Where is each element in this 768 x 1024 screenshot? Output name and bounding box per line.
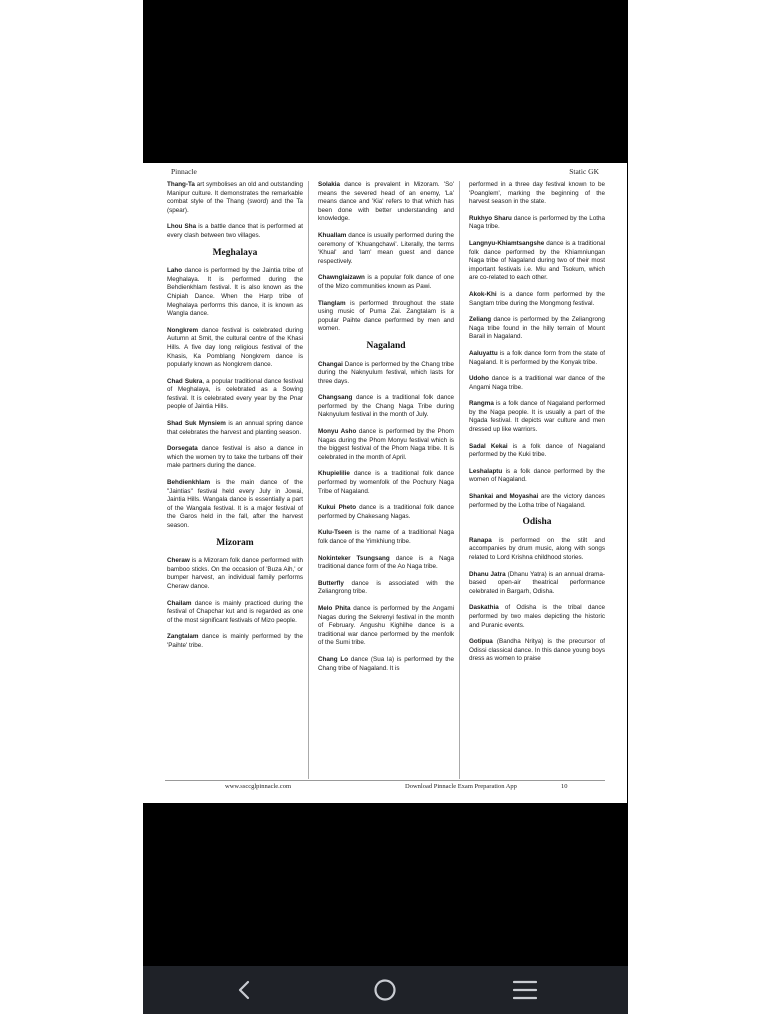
paragraph-text: (Bandha Nritya) is the precursor of Odissi classical dance. In this dance young boys dress as women to praise xyxy=(469,638,605,663)
column-2 xyxy=(318,181,454,777)
term: Dhanu Jatra xyxy=(469,570,506,578)
term: Lhou Sha xyxy=(167,223,197,231)
term: Kukui Pheto xyxy=(318,504,357,512)
term: Chawnglaizawn xyxy=(318,274,365,282)
paragraph-text: dance festival is celebrated during Autumn at Smit, the cultural centre of the Khasi Hills. A five day long religious festival of the Khasis, Ka Pomblang Nongkrem dance is popularly known as Nongkrem dance. xyxy=(167,326,303,369)
paragraph-text: is a popular folk dance of one of the Mizo communities known as Pawi. xyxy=(318,274,454,290)
paragraph xyxy=(469,400,605,434)
term: Butterfly xyxy=(318,579,344,587)
section-heading: Odisha xyxy=(522,517,552,528)
paragraph xyxy=(469,443,605,460)
paragraph-text: is a dance form performed by the Sangtam tribe during the Mongmong festival. xyxy=(469,290,605,307)
paragraph xyxy=(318,504,454,521)
term: Aaluyattu xyxy=(469,349,498,357)
term: Langnyu-Khiamtsangshe xyxy=(469,239,545,247)
paragraph-text: art symbolises an old and outstanding Manipur culture. It demonstrates the remarkable combat style of the Thang (sword) and the Ta (spear). xyxy=(167,181,303,214)
column-divider xyxy=(459,181,460,779)
term: Laho xyxy=(167,267,183,275)
chevron-left-icon xyxy=(234,979,256,1001)
paragraph xyxy=(318,394,454,420)
paragraph xyxy=(469,215,605,232)
footer-rule xyxy=(165,780,605,781)
paragraph xyxy=(318,555,454,572)
paragraph-text: dance is a traditional war dance of the Angami Naga tribe. xyxy=(469,375,605,391)
term: Leshalaptu xyxy=(469,467,503,475)
home-button[interactable] xyxy=(365,974,405,1006)
term: Gotipua xyxy=(469,638,493,646)
header-left: Pinnacle xyxy=(171,167,197,176)
paragraph xyxy=(469,316,605,342)
term: Shankai and Moyashai xyxy=(469,493,539,501)
paragraph xyxy=(167,181,303,215)
paragraph xyxy=(469,468,605,485)
paragraph xyxy=(318,181,454,224)
paragraph-text: dance is usually performed during the ceremony of 'Khuangchawi'. Literally, the terms 'Khual' and 'lam' mean guest and dance respectively. xyxy=(318,231,454,265)
paragraph-text: is a battle dance that is performed at every clash between two villages. xyxy=(167,223,303,239)
paragraph-text: dance is a traditional folk dance performed by the Chang Naga Tribe during Naknyulum festival in the month of July. xyxy=(318,394,454,419)
paragraph-text: is a folk dance performed by the women of Nagaland. xyxy=(469,467,605,484)
column-1 xyxy=(167,181,303,777)
term: Ranapa xyxy=(469,536,492,544)
term: Khupielilie xyxy=(318,470,350,478)
term: Udoho xyxy=(469,375,489,383)
menu-lines-icon xyxy=(513,979,537,1001)
paragraph-text: dance is performed by the Angami Nagas during the Sekrenyi festival in the month of February. Angushu Kighilhe dance is a traditional war dance performed by the menfolk of the Sumi tribe. xyxy=(318,604,454,647)
term: Khuallam xyxy=(318,231,347,239)
paragraph-text: is a folk dance of Nagaland performed by the Naga people. It is usually a part of the Ngada festival. It depicts war culture and men dressed up like warriors. xyxy=(469,400,605,434)
document-viewer xyxy=(143,0,628,1014)
term: Kulu-Tseen xyxy=(318,529,352,537)
footer-app-promo: Download Pinnacle Exam Preparation App xyxy=(405,783,517,790)
paragraph-text: is the name of a traditional Naga folk dance of the Yimkhiung tribe. xyxy=(318,529,454,545)
paragraph xyxy=(469,638,605,664)
paragraph xyxy=(318,232,454,266)
paragraph-text: is an annual spring dance that celebrates the harvest and planting season. xyxy=(167,420,303,436)
paragraph xyxy=(167,420,303,437)
term: Dorsegata xyxy=(167,445,198,453)
paragraph xyxy=(167,378,303,412)
column-divider xyxy=(308,181,309,779)
term: Nongkrem xyxy=(167,326,199,334)
paragraph xyxy=(469,181,605,207)
paragraph-text: is performed throughout the state using music of Puma Zai. Zangtalam is a popular Paihte dance performed by men and women. xyxy=(318,299,454,333)
paragraph-text: dance is a traditional folk dance performed by Chakesang Nagas. xyxy=(318,504,454,520)
paragraph xyxy=(469,571,605,597)
paragraph xyxy=(318,656,454,673)
term: Tlanglam xyxy=(318,299,346,307)
paragraph xyxy=(167,600,303,626)
term: Thang-Ta xyxy=(167,181,195,188)
term: Changsang xyxy=(318,394,353,402)
navigation-bar xyxy=(143,966,628,1014)
back-button[interactable] xyxy=(225,974,265,1006)
term: Changai xyxy=(318,360,343,368)
page-header xyxy=(171,167,599,177)
paragraph xyxy=(318,361,454,387)
term: Melo Phita xyxy=(318,604,351,612)
term: Monyu Asho xyxy=(318,428,357,436)
page-number: 10 xyxy=(561,783,568,790)
paragraph xyxy=(469,604,605,630)
term: Zeliang xyxy=(469,316,492,324)
term: Shad Suk Mynsiem xyxy=(167,420,226,428)
column-3 xyxy=(469,181,605,777)
paragraph-text: Dance is performed by the Chang tribe during the Naknyulum festival, which lasts for three days. xyxy=(318,360,454,385)
term: Rangma xyxy=(469,400,494,408)
paragraph-text: dance is prevalent in Mizoram. 'So' means the severed head of an enemy, 'La' means dance and 'Kia' refers to that which has been done with better understanding and knowledge. xyxy=(318,181,454,223)
paragraph-text: dance is a Naga traditional dance form of the Ao Naga tribe. xyxy=(318,554,454,571)
paragraph xyxy=(318,529,454,546)
paragraph-text: dance is mainly performed by the 'Paihte' tribe. xyxy=(167,633,303,649)
paragraph xyxy=(318,580,454,597)
section-heading: Nagaland xyxy=(366,340,406,351)
paragraph xyxy=(167,557,303,591)
term: Chad Sukra xyxy=(167,377,203,385)
paragraph xyxy=(469,493,605,510)
header-right: Static GK xyxy=(569,167,599,176)
paragraph xyxy=(318,300,454,334)
paragraph-text: of Odisha is the tribal dance performed by two males depicting the historic and Puranic events. xyxy=(469,604,605,629)
paragraph xyxy=(318,605,454,648)
section-heading: Meghalaya xyxy=(212,247,258,258)
term: Daskathia xyxy=(469,604,499,612)
paragraph xyxy=(167,327,303,370)
paragraph-text: dance is associated with the Zeliangrong tribe. xyxy=(318,579,454,596)
paragraph-text: is performed on the stilt and accompanies by drum music, along with songs related to Lord Krishna childhood stories. xyxy=(469,536,605,561)
section-heading: Mizoram xyxy=(216,537,254,548)
recent-apps-button[interactable] xyxy=(505,974,545,1006)
paragraph xyxy=(469,537,605,563)
paragraph-text: dance is performed by the Phom Nagas during the Phom Monyu festival which is the biggest festival of the Phom Naga tribe. It is celebrated in the month of April. xyxy=(318,428,454,461)
paragraph xyxy=(167,267,303,319)
paragraph-text: dance is a traditional folk dance performed by womenfolk of the Pochury Naga Tribe of Nagaland. xyxy=(318,470,454,495)
paragraph-text: , a popular traditional dance festival of Meghalaya, is celebrated as a Sowing festival. It is celebrated every year by the Pnar people of Jaintia Hills. xyxy=(167,377,303,411)
paragraph xyxy=(167,445,303,471)
term: Chailam xyxy=(167,599,192,607)
paragraph-text: dance is performed by the Lotha Naga tribe. xyxy=(469,214,605,231)
paragraph xyxy=(167,479,303,531)
paragraph-text: dance is performed by the Zeliangrong Naga tribe found in the hilly terrain of Mount Barail in Nagaland. xyxy=(469,316,605,341)
paragraph-text: dance (Sua la) is performed by the Chang tribe of Nagaland. It is xyxy=(318,655,454,672)
paragraph-text: is a folk dance of Nagaland performed by the Kuki tribe. xyxy=(469,442,605,459)
paragraph-text: dance is a traditional folk dance performed by the Khiamniungan Naga tribe of Nagaland during two of their most important festivals i.e. Miu and Tsokum, which are co-related to each other. xyxy=(469,239,605,282)
term: Chang Lo xyxy=(318,655,349,663)
paragraph xyxy=(469,291,605,308)
term: Cheraw xyxy=(167,557,190,565)
footer-website: www.ssccglpinnacle.com xyxy=(225,783,292,790)
paragraph xyxy=(469,240,605,283)
term: Zangtalam xyxy=(167,633,199,641)
page-footer xyxy=(143,783,627,795)
paragraph-text: (Dhanu Yatra) is an annual drama-based open-air theatrical performance celebrated in Bargarh, Odisha. xyxy=(469,570,605,595)
term: Behdienkhlam xyxy=(167,479,211,487)
term: Nokinteker Tsungsang xyxy=(318,554,390,562)
paragraph-text: dance is performed by the Jaintia tribe of Meghalaya. It is performed during the Behdienkhlam festival. It is also known as the Chipiah Dance. When the Harp tribe of Meghalaya performs this dance, it is known as Wangla dance. xyxy=(167,267,303,318)
paragraph xyxy=(167,633,303,650)
term: Solakia xyxy=(318,181,341,188)
paragraph-text: is a folk dance form from the state of Nagaland. It is performed by the Konyak tribe. xyxy=(469,349,605,366)
paragraph-text: are the victory dances performed by the Lotha tribe of Nagaland. xyxy=(469,493,605,509)
pdf-page xyxy=(143,163,627,803)
term: Sadal Kekai xyxy=(469,442,508,450)
paragraph-text: performed in a three day festival known to be 'Poanglem', marking the beginning of the harvest season in the state. xyxy=(469,181,605,206)
paragraph xyxy=(167,223,303,240)
term: Rukhyo Sharu xyxy=(469,214,512,222)
term: Akok-Khi xyxy=(469,290,497,298)
paragraph-text: is the main dance of the "Jaintias" festival held every July in Jowai, Jaintia Hills. Wangala dance is essentially a part of the Wangala festival. It is a major festival of the Garos held in the fall, after the harvest season. xyxy=(167,479,303,529)
paragraph xyxy=(318,470,454,496)
paragraph xyxy=(318,274,454,291)
paragraph xyxy=(469,350,605,367)
paragraph xyxy=(318,428,454,462)
paragraph xyxy=(469,375,605,392)
home-circle-icon xyxy=(373,978,397,1002)
paragraph-text: dance festival is also a dance in which the women try to take the turbans off their male partners during the dance. xyxy=(167,445,303,470)
paragraph-text: dance is mainly practiced during the festival of Chapchar kut and is regarded as one of the most significant festivals of Mizo people. xyxy=(167,599,303,624)
paragraph-text: is a Mizoram folk dance performed with bamboo sticks. On the occasion of 'Buza Aih,' or bumper harvest, an individual family performs Cheraw dance. xyxy=(167,557,303,590)
